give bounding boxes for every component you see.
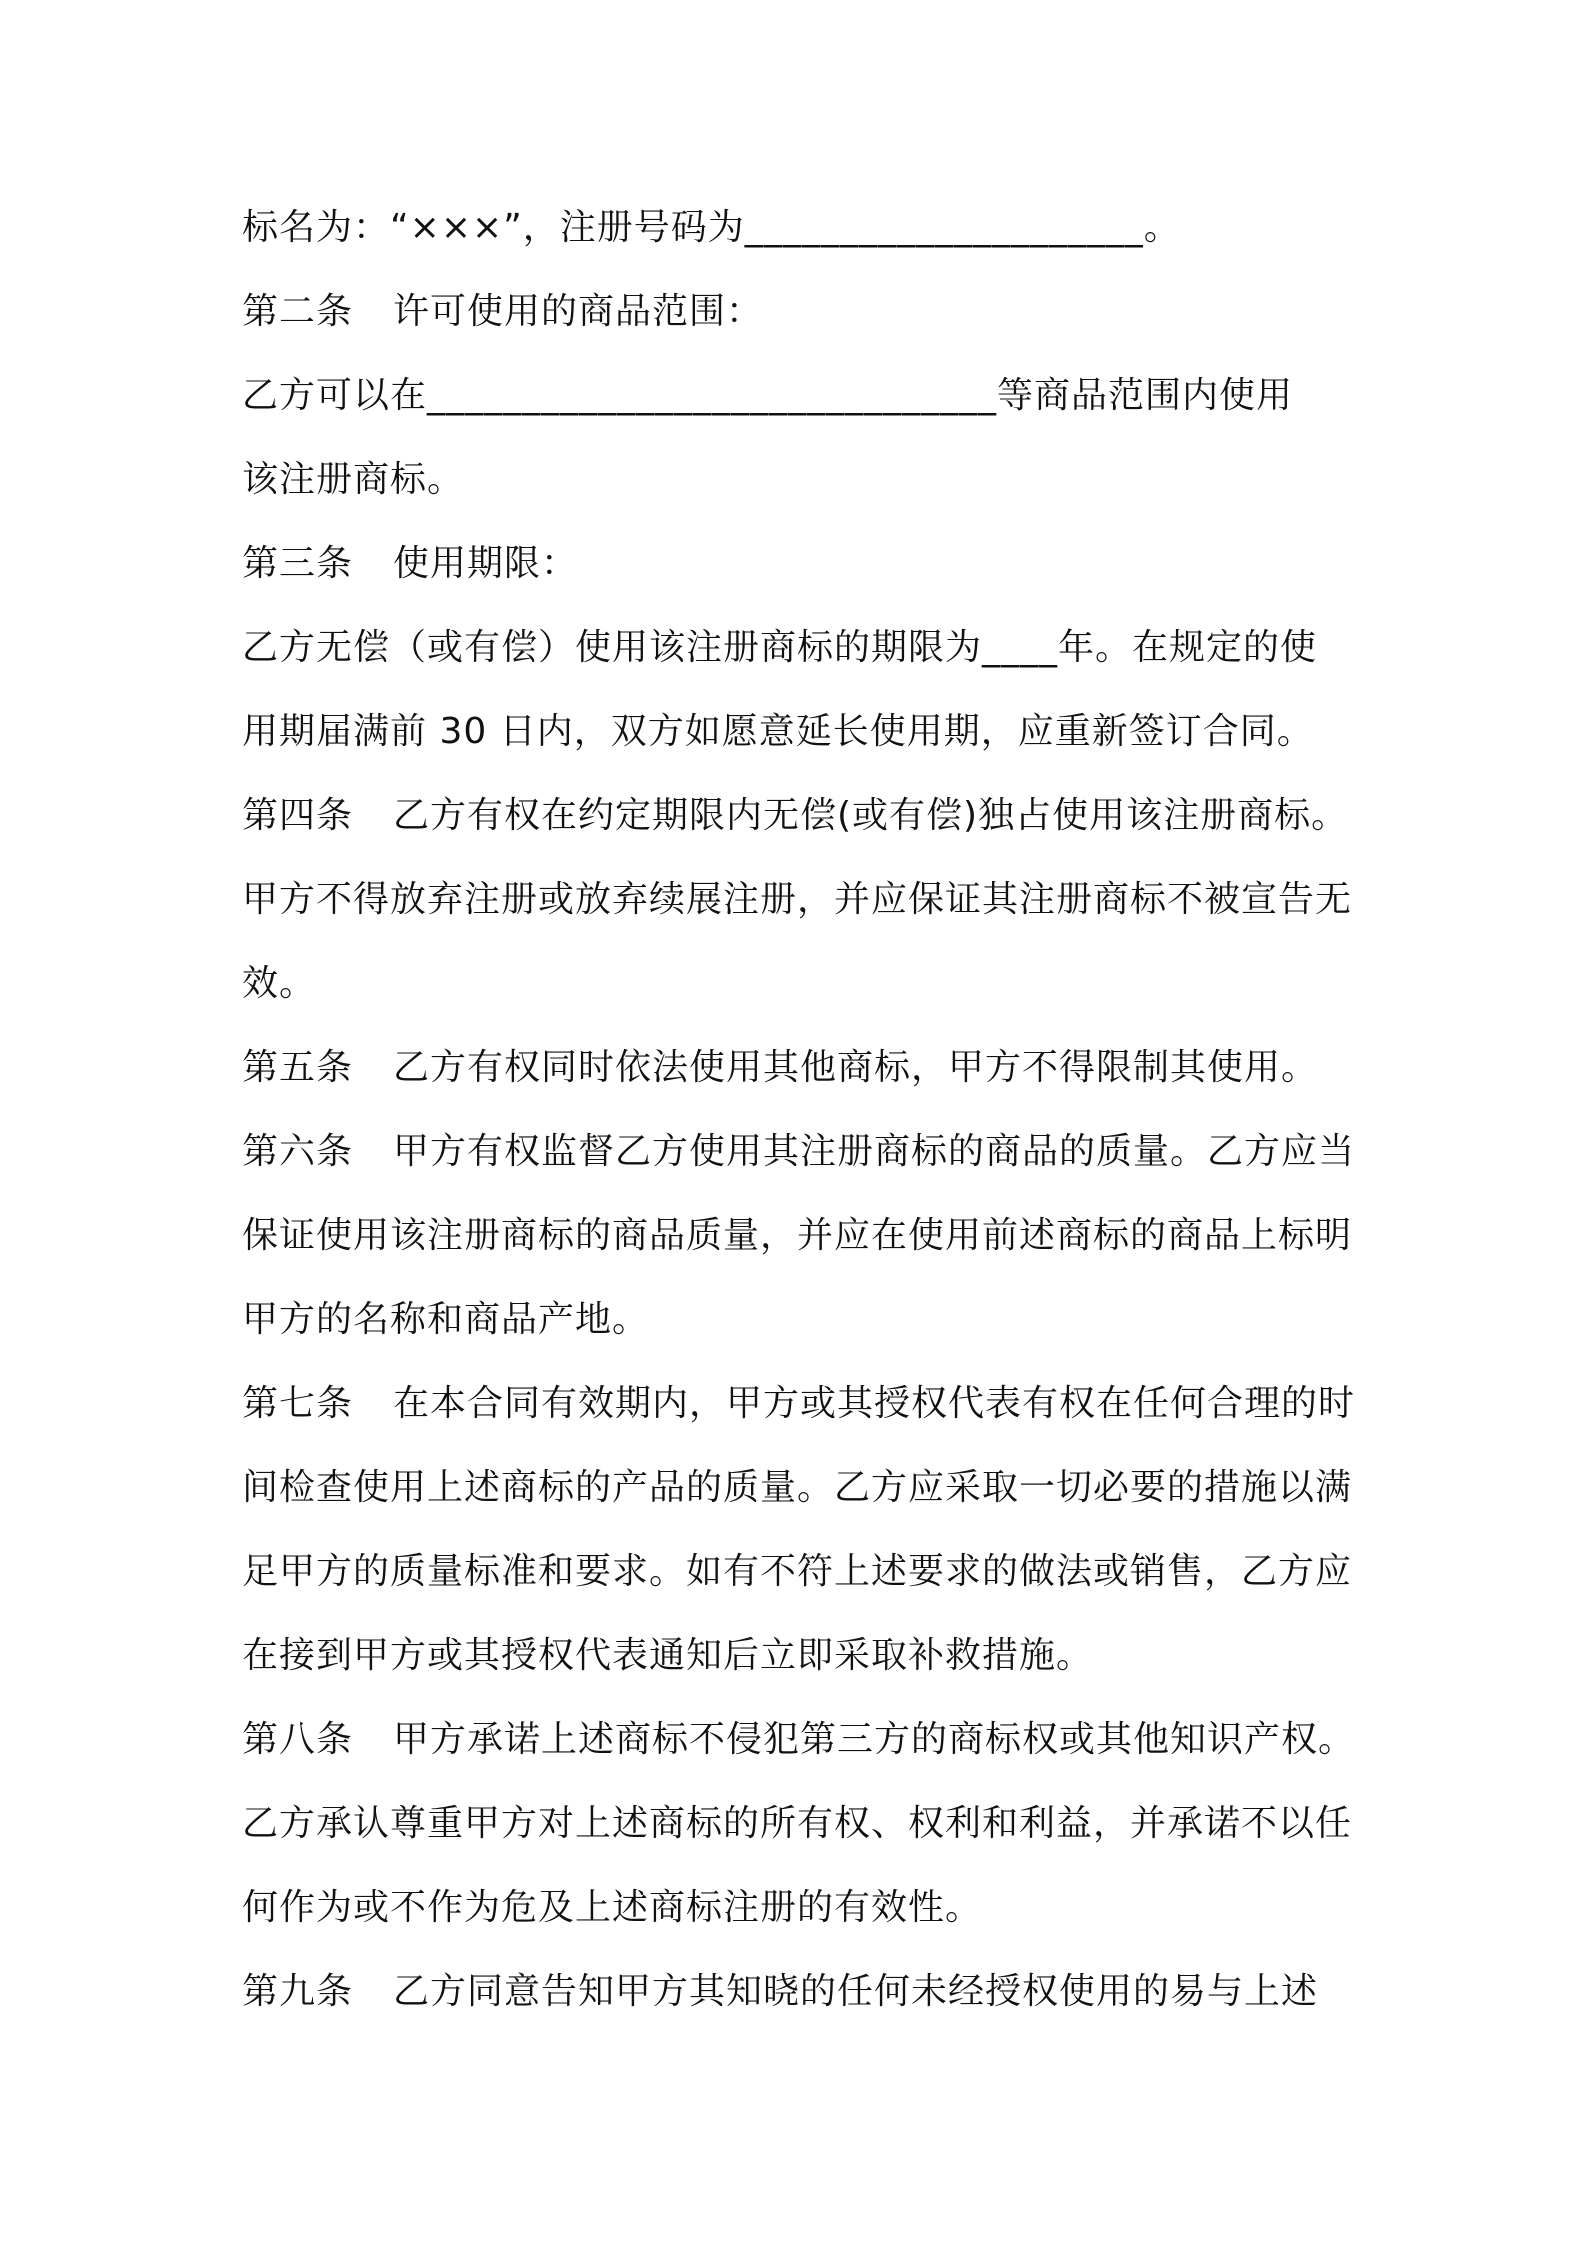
text-line: 何作为或不作为危及上述商标注册的有效性。 [242,1887,983,1928]
article-number: 第五条 [242,1047,354,1088]
text-line: 间检查使用上述商标的产品的质量。乙方应采取一切必要的措施以满 [242,1467,1353,1508]
article-8 [242,1716,1355,1764]
text-line: 足甲方的质量标准和要求。如有不符上述要求的做法或销售，乙方应 [242,1551,1353,1592]
article-4 [242,792,1348,840]
text-line: 该注册商标。 [242,459,465,500]
article-7 [242,1380,1355,1428]
text-line: 用期届满前 30 日内，双方如愿意延长使用期，应重新签订合同。 [242,711,1314,752]
article-5 [242,1044,1318,1092]
article-text: 甲方承诺上述商标不侵犯第三方的商标权或其他知识产权。 [393,1719,1356,1760]
article-title: 使用期限： [393,543,579,584]
text-line: 乙方可以在______________________________等商品范围内使用 [242,375,1294,416]
article-number: 第三条 [242,543,354,584]
article-number: 第九条 [242,1971,354,2012]
text-line: 乙方承认尊重甲方对上述商标的所有权、权利和利益，并承诺不以任 [242,1803,1353,1844]
article-3-heading [242,540,578,588]
text-line: 效。 [242,963,317,1004]
text-line: 乙方无偿（或有偿）使用该注册商标的期限为____年。在规定的使 [242,627,1318,668]
text-line: 在接到甲方或其授权代表通知后立即采取补救措施。 [242,1635,1094,1676]
text-line: 甲方的名称和商品产地。 [242,1299,650,1340]
article-text: 甲方有权监督乙方使用其注册商标的商品的质量。乙方应当 [393,1131,1356,1172]
article-text: 乙方同意告知甲方其知晓的任何未经授权使用的易与上述 [393,1971,1319,2012]
text-line: 保证使用该注册商标的商品质量，并应在使用前述商标的商品上标明 [242,1215,1353,1256]
article-text: 乙方有权同时依法使用其他商标，甲方不得限制其使用。 [393,1047,1319,1088]
article-text: 乙方有权在约定期限内无偿(或有偿)独占使用该注册商标。 [393,795,1349,836]
article-number: 第八条 [242,1719,354,1760]
article-title: 许可使用的商品范围： [393,291,764,332]
article-number: 第六条 [242,1131,354,1172]
text-line: 甲方不得放弃注册或放弃续展注册，并应保证其注册商标不被宣告无 [242,879,1353,920]
article-9 [242,1968,1318,2016]
text-line: 标名为：“×××”，注册号码为_____________________。 [242,207,1181,248]
article-6 [242,1128,1355,1176]
article-number: 第二条 [242,291,354,332]
article-text: 在本合同有效期内，甲方或其授权代表有权在任何合理的时 [393,1383,1356,1424]
article-number: 第四条 [242,795,354,836]
article-number: 第七条 [242,1383,354,1424]
article-2-heading [242,288,763,336]
